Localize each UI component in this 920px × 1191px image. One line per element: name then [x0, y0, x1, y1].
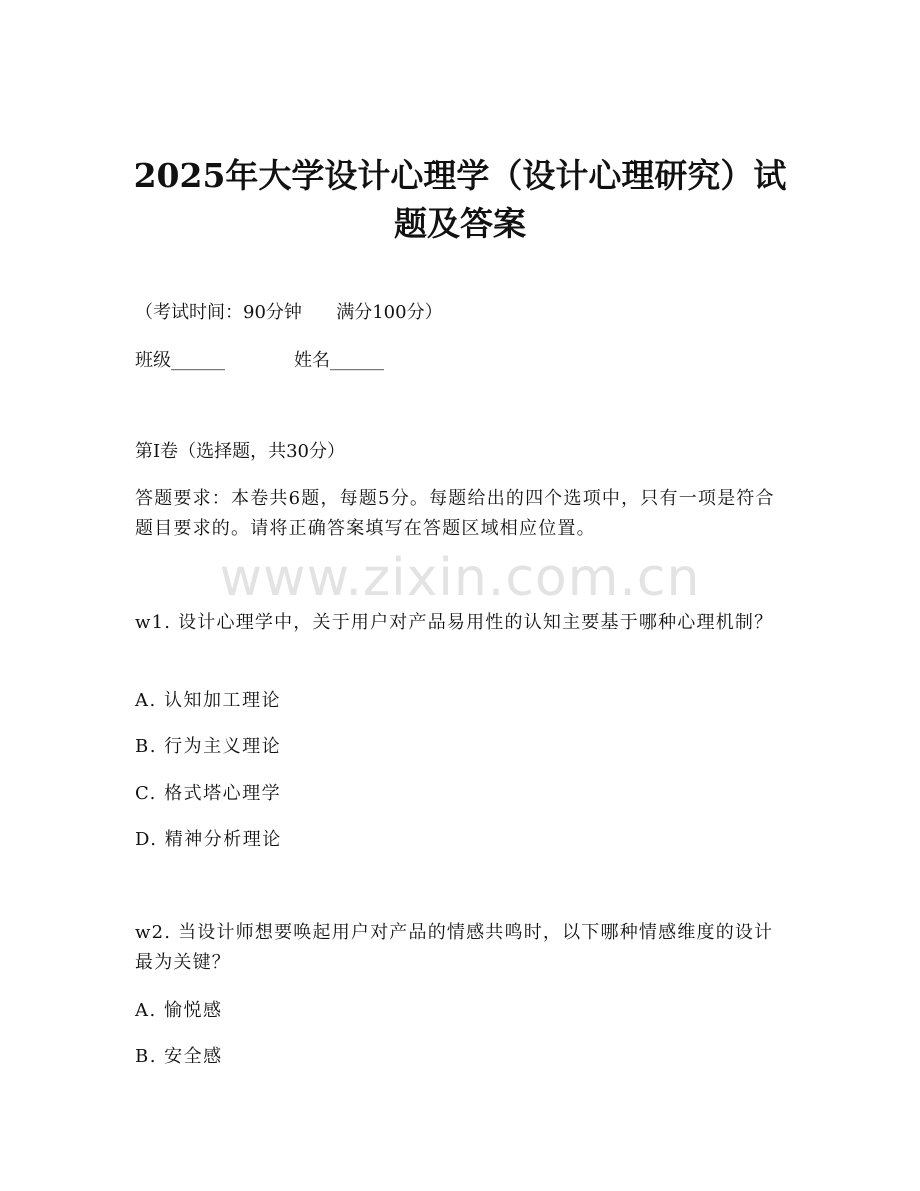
exam-info: （考试时间：90分钟 满分100分） — [135, 302, 443, 323]
title-line-1: 2025年大学设计心理学（设计心理研究）试 — [133, 156, 787, 195]
document-title — [0, 152, 920, 248]
name-field-label: 姓名______ — [294, 350, 384, 371]
question-2-text: w2. 当设计师想要唤起用户对产品的情感共鸣时，以下哪种情感维度的设计最为关键？ — [135, 922, 774, 973]
question-1-text: w1. 设计心理学中，关于用户对产品易用性的认知主要基于哪种心理机制？ — [135, 612, 774, 633]
question-2-option-b: B. 安全感 — [135, 1046, 223, 1067]
instructions: 答题要求：本卷共6题，每题5分。每题给出的四个选项中，只有一项是符合题目要求的。请将正确答案填写在答题区域相应位置。 — [135, 488, 775, 539]
question-1-option-b: B. 行为主义理论 — [135, 736, 282, 757]
question-1-option-c: C. 格式塔心理学 — [135, 783, 282, 804]
question-1-option-a: A. 认知加工理论 — [135, 690, 281, 711]
question-1-option-d: D. 精神分析理论 — [135, 829, 282, 850]
class-field-label: 班级______ — [135, 350, 225, 371]
title-line-2: 题及答案 — [394, 204, 526, 243]
question-2-option-a: A. 愉悦感 — [135, 1000, 223, 1021]
section-heading: 第I卷（选择题，共30分） — [135, 441, 346, 462]
watermark: www.zixin.com.cn — [219, 548, 701, 608]
